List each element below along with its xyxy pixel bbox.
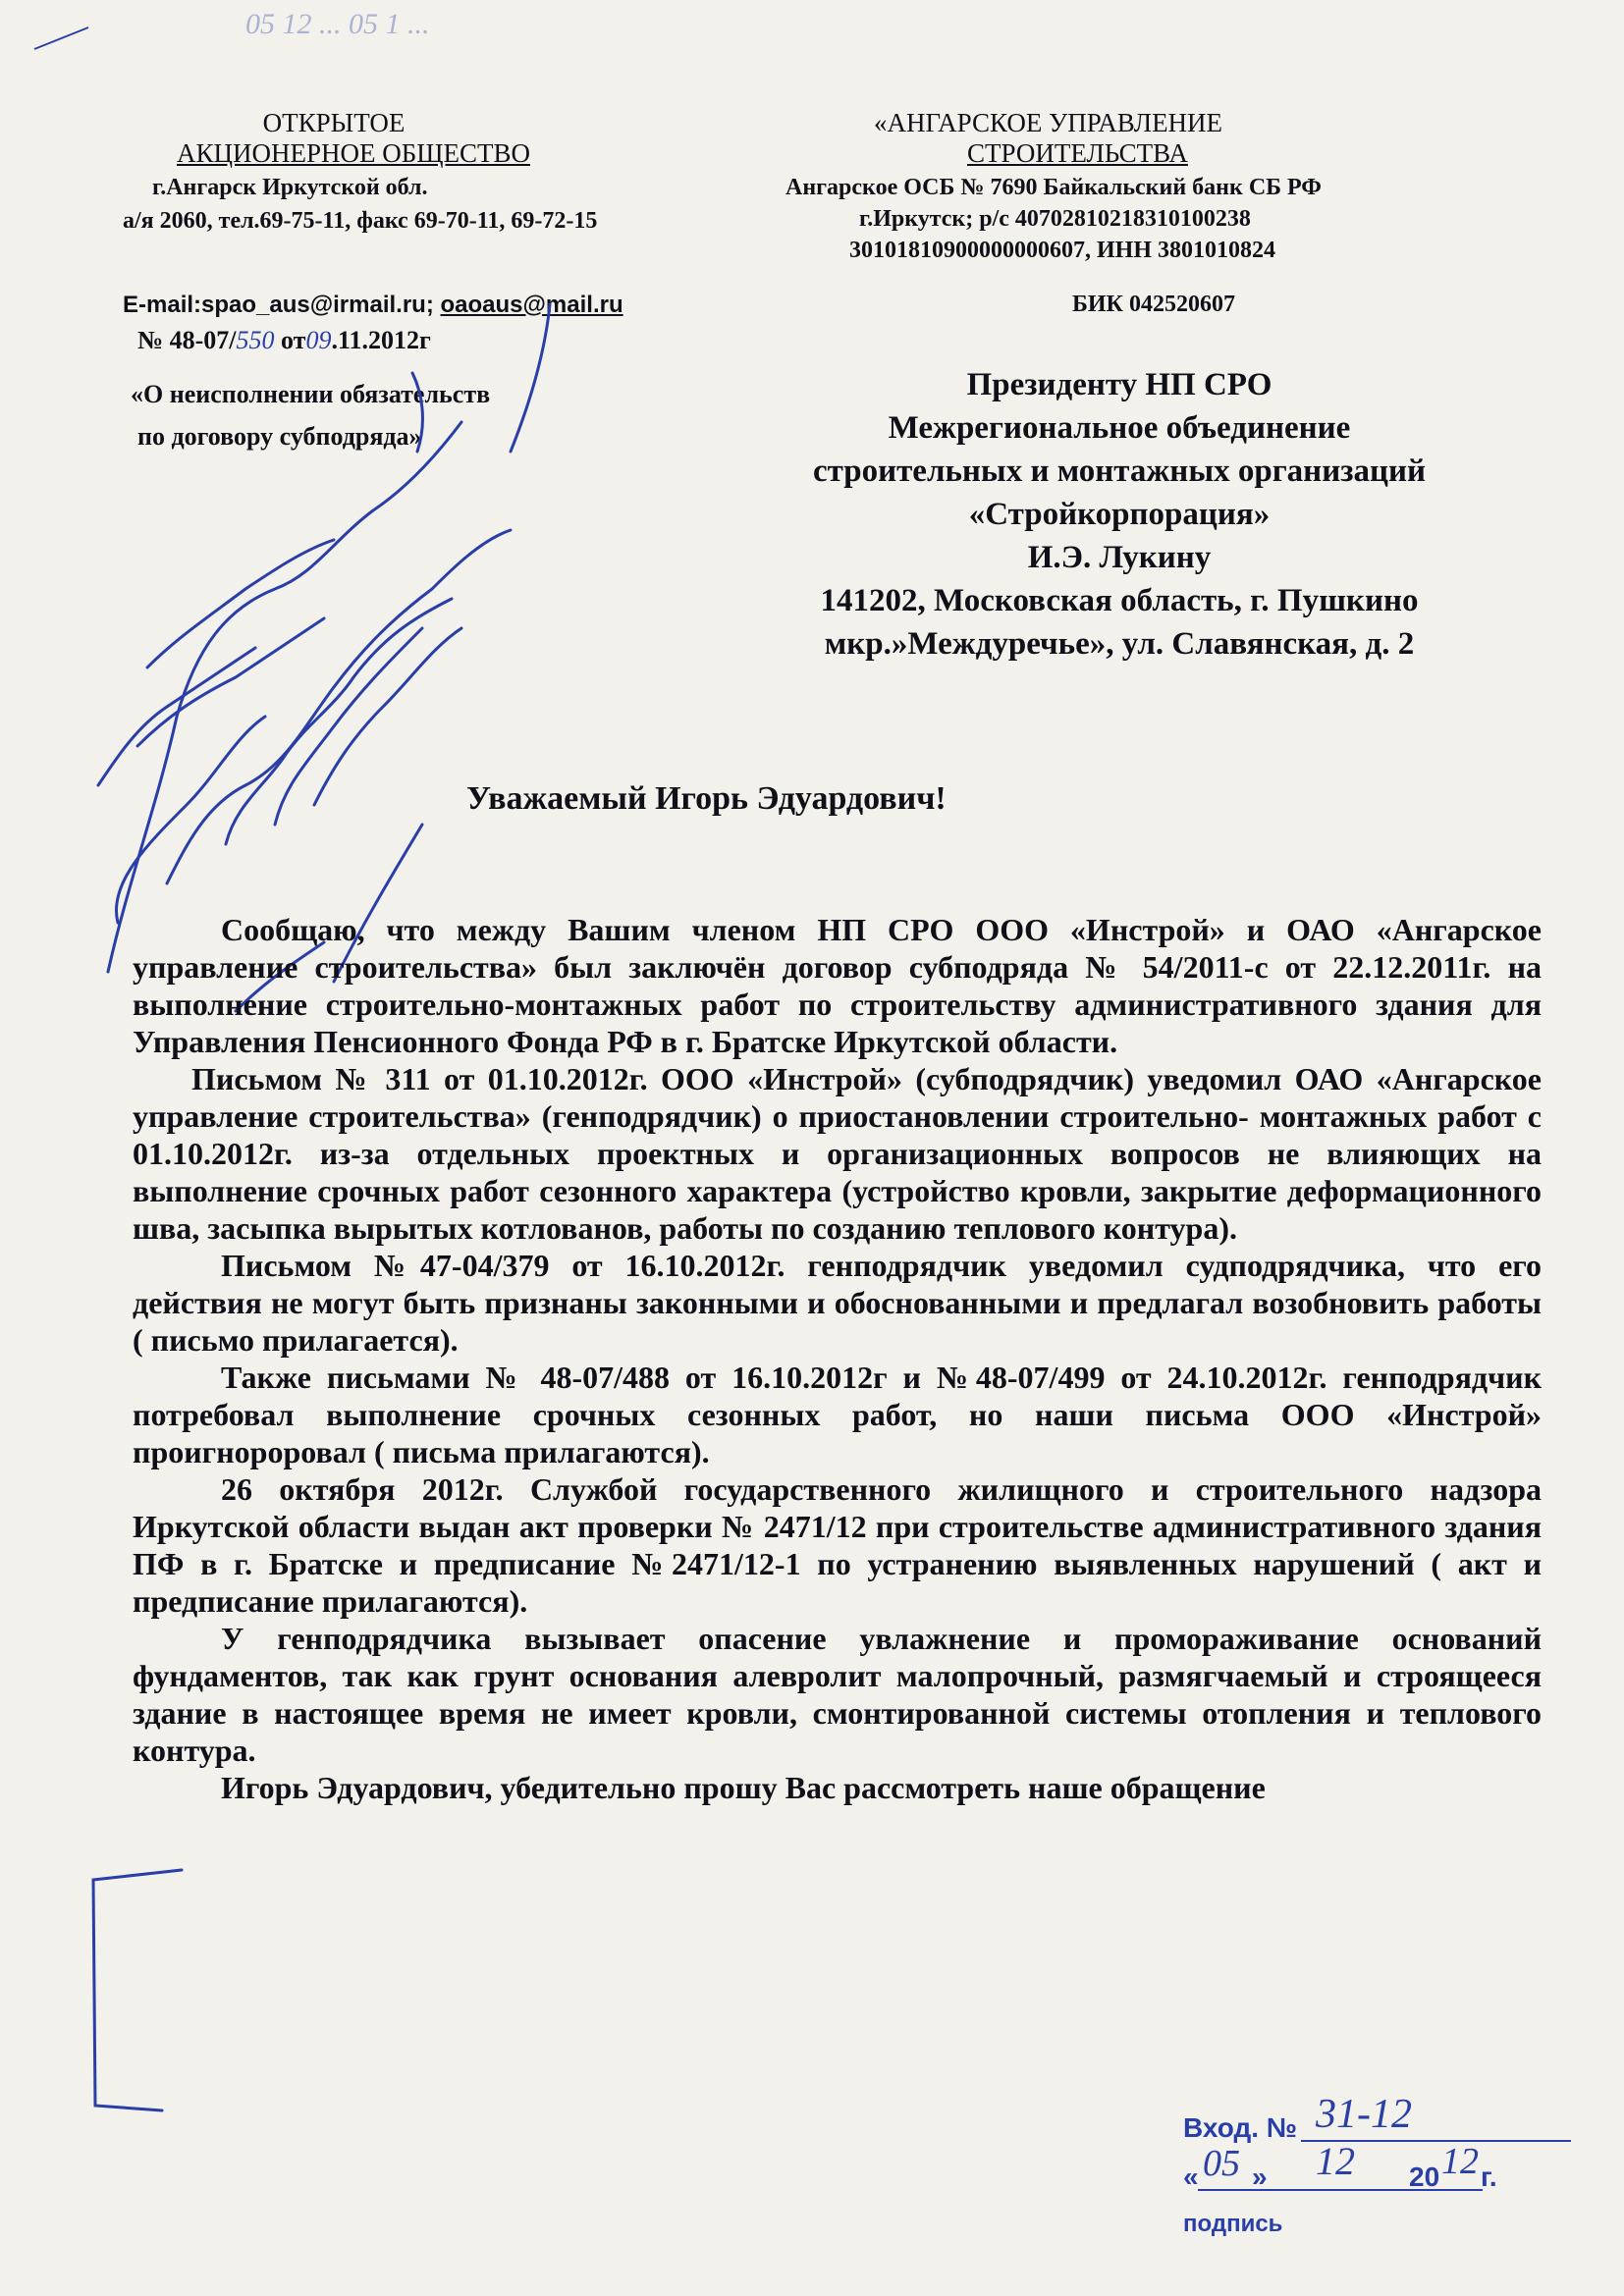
stamp-label: Вход. № xyxy=(1183,2112,1298,2143)
sender-org-type: ОТКРЫТОЕ xyxy=(262,108,406,137)
body-paragraph-5: 26 октября 2012г. Службой государственного жилищного и строительного надзора Иркутской области выдан акт проверки № 2471/12 при строительстве административного здания ПФ в г. Братске и предписание №2471/12-1 по устранению выявленных нарушений ( акт и предписание прилагаются). xyxy=(133,1471,1542,1619)
body-paragraph-2: Письмом № 311 от 01.10.2012г. ООО «Инстрой» (субподрядчик) уведомил ОАО «Ангарское управление строительства» (генподрядчик) о приостановлении строительно- монтажных работ с 01.10.2012г. из-за отдельных проектных и организационных вопросов не влияющих на выполнение срочных работ сезонного характера (устройство кровли, закрытие деформационного шва, засыпка вырытых котлованов, работы по созданию теплового контура). xyxy=(133,1061,1542,1246)
salutation: Уважаемый Игорь Эдуардович! xyxy=(466,780,947,817)
body-paragraph-7: Игорь Эдуардович, убедительно прошу Вас рассмотреть наше обращение xyxy=(221,1770,1266,1805)
stamp-year-prefix: 20 xyxy=(1409,2162,1440,2192)
stamp-year-suffix: 12 xyxy=(1441,2141,1479,2182)
recipient-line-6: 141202, Московская область, г. Пушкино xyxy=(820,583,1419,618)
bank-line-2: г.Иркутск; р/с 40702810218310100238 xyxy=(859,206,1251,232)
sender-name-line2: СТРОИТЕЛЬСТВА xyxy=(967,138,1188,168)
bank-line-4: БИК 042520607 xyxy=(1072,292,1235,317)
stamp-sign-label: подпись xyxy=(1183,2211,1283,2237)
recipient-line-2: Межрегиональное объединение xyxy=(888,410,1351,446)
body-paragraph-3: Письмом №47-04/379 от 16.10.2012г. генподрядчик уведомил судподрядчика, что его действия не могут быть признаны законными и обоснованными и предлагал возобновить работы ( письмо прилагается). xyxy=(133,1248,1542,1358)
sender-email: E-mail:spao_aus@irmail.ru; xyxy=(123,292,441,318)
sender-org-form: АКЦИОНЕРНОЕ ОБЩЕСТВО xyxy=(177,138,530,168)
outgoing-number-prefix: № 48-07/ xyxy=(137,326,237,354)
recipient-line-3: строительных и монтажных организаций xyxy=(812,454,1427,489)
letter-body xyxy=(133,911,1542,1806)
body-paragraph-6: У генподрядчика вызывает опасение увлажнение и промораживание оснований фундаментов, так как грунт основания алевролит малопрочный, размягчаемый и строящееся здание в настоящее время не имеет кровли, смонтированной системы отопления и теплового контура. xyxy=(133,1621,1542,1768)
margin-bracket-mark xyxy=(74,1865,191,2120)
stamp-day: 05 xyxy=(1203,2143,1240,2184)
outgoing-number-hand: 550 xyxy=(236,326,275,354)
top-handwritten-note: 05 12 ... 05 1 ... xyxy=(245,8,430,40)
top-pen-mark xyxy=(29,20,98,59)
subject-line-2: по договору субподряда» xyxy=(137,422,422,451)
recipient-block xyxy=(707,363,1532,666)
body-paragraph-1: Сообщаю, что между Вашим членом НП СРО ООО «Инстрой» и ОАО «Ангарское управление строительства» был заключён договор субподряда № 54/2011-с от 22.12.2011г. на выполнение строительно-монтажных работ по строительству административного здания для Управления Пенсионного Фонда РФ в г. Братске Иркутской области. xyxy=(133,912,1542,1059)
stamp-close-quote: » xyxy=(1252,2162,1268,2192)
bank-line-1: Ангарское ОСБ № 7690 Байкальский банк СБ РФ xyxy=(785,175,1322,200)
stamp-date-line xyxy=(1198,2189,1483,2191)
recipient-line-7: мкр.»Междуречье», ул. Славянская, д. 2 xyxy=(824,626,1415,662)
recipient-line-5: И.Э. Лукину xyxy=(1027,540,1212,575)
outgoing-date-mid: от xyxy=(274,326,306,354)
bank-line-3: 30101810900000000607, ИНН 3801010824 xyxy=(849,238,1276,263)
stamp-number: 31-12 xyxy=(1316,2092,1412,2137)
sender-contacts: а/я 2060, тел.69-75-11, факс 69-70-11, 69-72-15 xyxy=(123,208,598,234)
body-paragraph-4: Также письмами № 48-07/488 от 16.10.2012г и №48-07/499 от 24.10.2012г. генподрядчик потребовал выполнение срочных сезонных работ, но наши письма ООО «Инстрой» проигнороровал ( письма прилагаются). xyxy=(133,1360,1542,1469)
sender-name-line1: «АНГАРСКОЕ УПРАВЛЕНИЕ xyxy=(874,108,1223,137)
subject-line-1: «О неисполнении обязательств xyxy=(131,380,491,408)
sender-email-2[interactable]: oaoaus@mail.ru xyxy=(440,292,623,318)
outgoing-day-hand: 09 xyxy=(305,326,332,354)
recipient-line-4: «Стройкорпорация» xyxy=(968,497,1271,532)
stamp-year-tail: г. xyxy=(1481,2162,1497,2192)
stamp-open-quote: « xyxy=(1183,2162,1199,2192)
recipient-line-1: Президенту НП СРО xyxy=(966,367,1272,402)
incoming-stamp xyxy=(1178,2092,1591,2277)
stamp-month: 12 xyxy=(1316,2139,1355,2183)
sender-city: г.Ангарск Иркутской обл. xyxy=(152,175,428,200)
outgoing-date-tail: .11.2012г xyxy=(331,326,431,354)
